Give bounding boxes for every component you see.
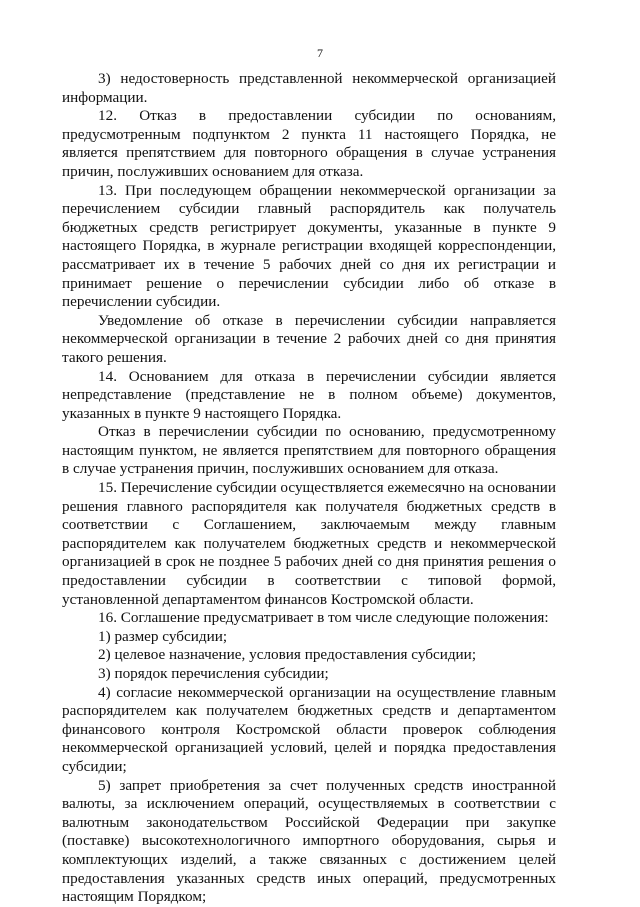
list-item-3-procedure: 3) порядок перечисления субсидии;	[98, 665, 329, 682]
list-item-1-amount: 1) размер субсидии;	[98, 627, 228, 645]
page-number: 7	[317, 46, 323, 60]
list-item-5-currency-ban: 5) запрет приобретения за счет полученных средств иностранной валюты, за исключением операций, осуществляемых в соответствии с валютным законодательством Российской Федерации при закупке (поставке) высокотехнологичного импортного оборудования, сырья и комплектующих изделий, а также связанных с достижением целей предоставления указанных средств иных операций, предусмотренных настоящим Порядком;	[62, 776, 556, 906]
paragraph-15-transfer: 15. Перечисление субсидии осуществляется ежемесячно на основании решения главного распорядителя как получателя бюджетных средств в соответствии с Соглашением, заключаемым между главным распорядителем как получателем бюджетных средств и некоммерческой организацией в срок не позднее 5 рабочих дней со дня принятия решения о предоставлении субсидии в соответствии с типовой формой, установленной департаментом финансов Костромской области.	[62, 479, 556, 608]
paragraph-refusal-notice: Уведомление об отказе в перечислении субсидии направляется некоммерческой организации в течение 2 рабочих дней со дня принятия такого решения.	[62, 311, 556, 366]
paragraph-refusal-no-obstacle: Отказ в перечислении субсидии по основанию, предусмотренному настоящим пунктом, не является препятствием для повторного обращения в случае устранения причин, послуживших основанием для отказа.	[62, 423, 556, 478]
list-item-2-purpose: 2) целевое назначение, условия предоставления субсидии;	[98, 646, 477, 664]
paragraph-16-agreement: 16. Соглашение предусматривает в том числе следующие положения:	[98, 609, 549, 627]
document-body	[62, 70, 556, 907]
list-item-4-consent: 4) согласие некоммерческой организации на осуществление главным распорядителем как получателем бюджетных средств и департаментом финансового контроля Костромской области проверок соблюдения некоммерческой организацией условий, целей и порядка предоставления субсидии;	[62, 683, 556, 775]
paragraph-14-grounds: 14. Основанием для отказа в перечислении субсидии является непредставление (представление не в полном объеме) документов, указанных в пункте 9 настоящего Порядка.	[62, 367, 556, 422]
paragraph-13-repeat-request: 13. При последующем обращении некоммерческой организации за перечислением субсидии главный распорядитель как получатель бюджетных средств регистрирует документы, указанные в пункте 9 настоящего Порядка, в журнале регистрации входящей корреспонденции, рассматривает их в течение 5 рабочих дней со дня их регистрации и принимает решение о перечислении субсидии либо об отказе в перечислении субсидии.	[62, 181, 556, 311]
paragraph-item-3-unreliable-info: 3) недостоверность представленной некоммерческой организацией информации.	[62, 70, 556, 106]
paragraph-12-refusal: 12. Отказ в предоставлении субсидии по основаниям, предусмотренным подпунктом 2 пункта 11 настоящего Порядка, не является препятствием для повторного обращения в случае устранения причин, послуживших основанием для отказа.	[62, 107, 556, 180]
